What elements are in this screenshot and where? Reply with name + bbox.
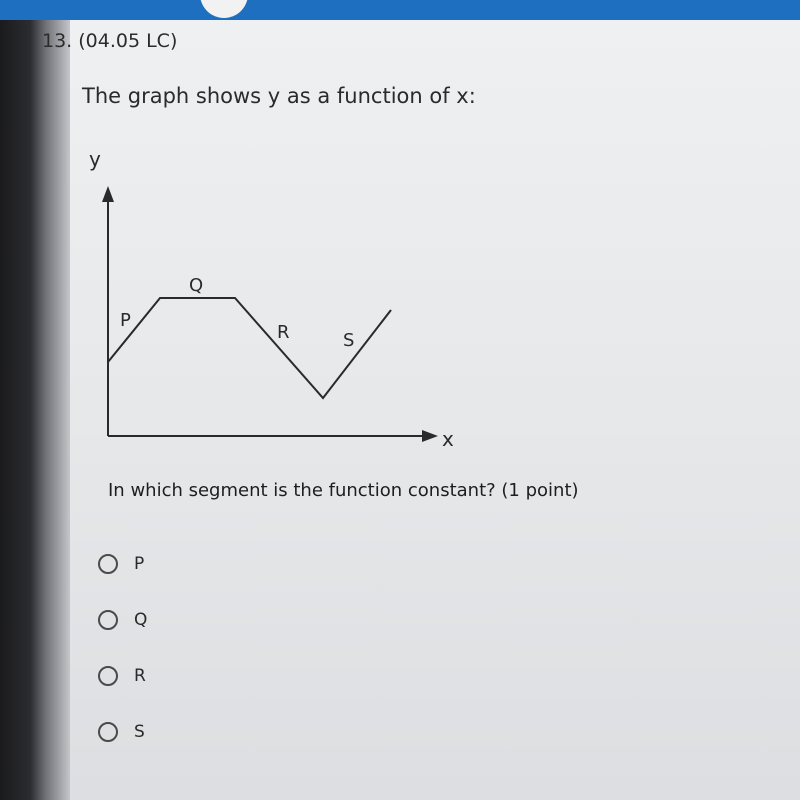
question-prompt: The graph shows y as a function of x: [82,84,476,108]
segment-label-p: P [120,310,131,331]
choice-label: S [134,722,145,742]
choice-label: Q [134,610,148,630]
device-bezel [0,0,30,800]
question-number: 13. (04.05 LC) [42,30,178,52]
header-bar [0,0,800,20]
segment-label-s: S [343,330,355,351]
radio-button[interactable] [98,554,118,574]
radio-button[interactable] [98,610,118,630]
choice-label: P [134,554,145,574]
header-logo-icon [200,0,248,18]
y-axis-label: y [89,147,101,171]
choice-s[interactable] [98,719,145,745]
x-axis-label: x [442,427,454,451]
choice-p[interactable] [98,551,144,577]
choice-label: R [134,666,146,686]
segment-label-q: Q [189,275,204,296]
question-text: In which segment is the function constant? (1 point) [108,480,579,501]
x-axis-arrow-icon [422,430,438,442]
segment-label-r: R [277,322,290,343]
choice-q[interactable] [98,607,147,633]
choice-r[interactable] [98,663,146,689]
y-axis-arrow-icon [102,186,114,202]
radio-button[interactable] [98,722,118,742]
function-graph [70,140,470,460]
radio-button[interactable] [98,666,118,686]
screen-edge-shadow [30,0,74,800]
